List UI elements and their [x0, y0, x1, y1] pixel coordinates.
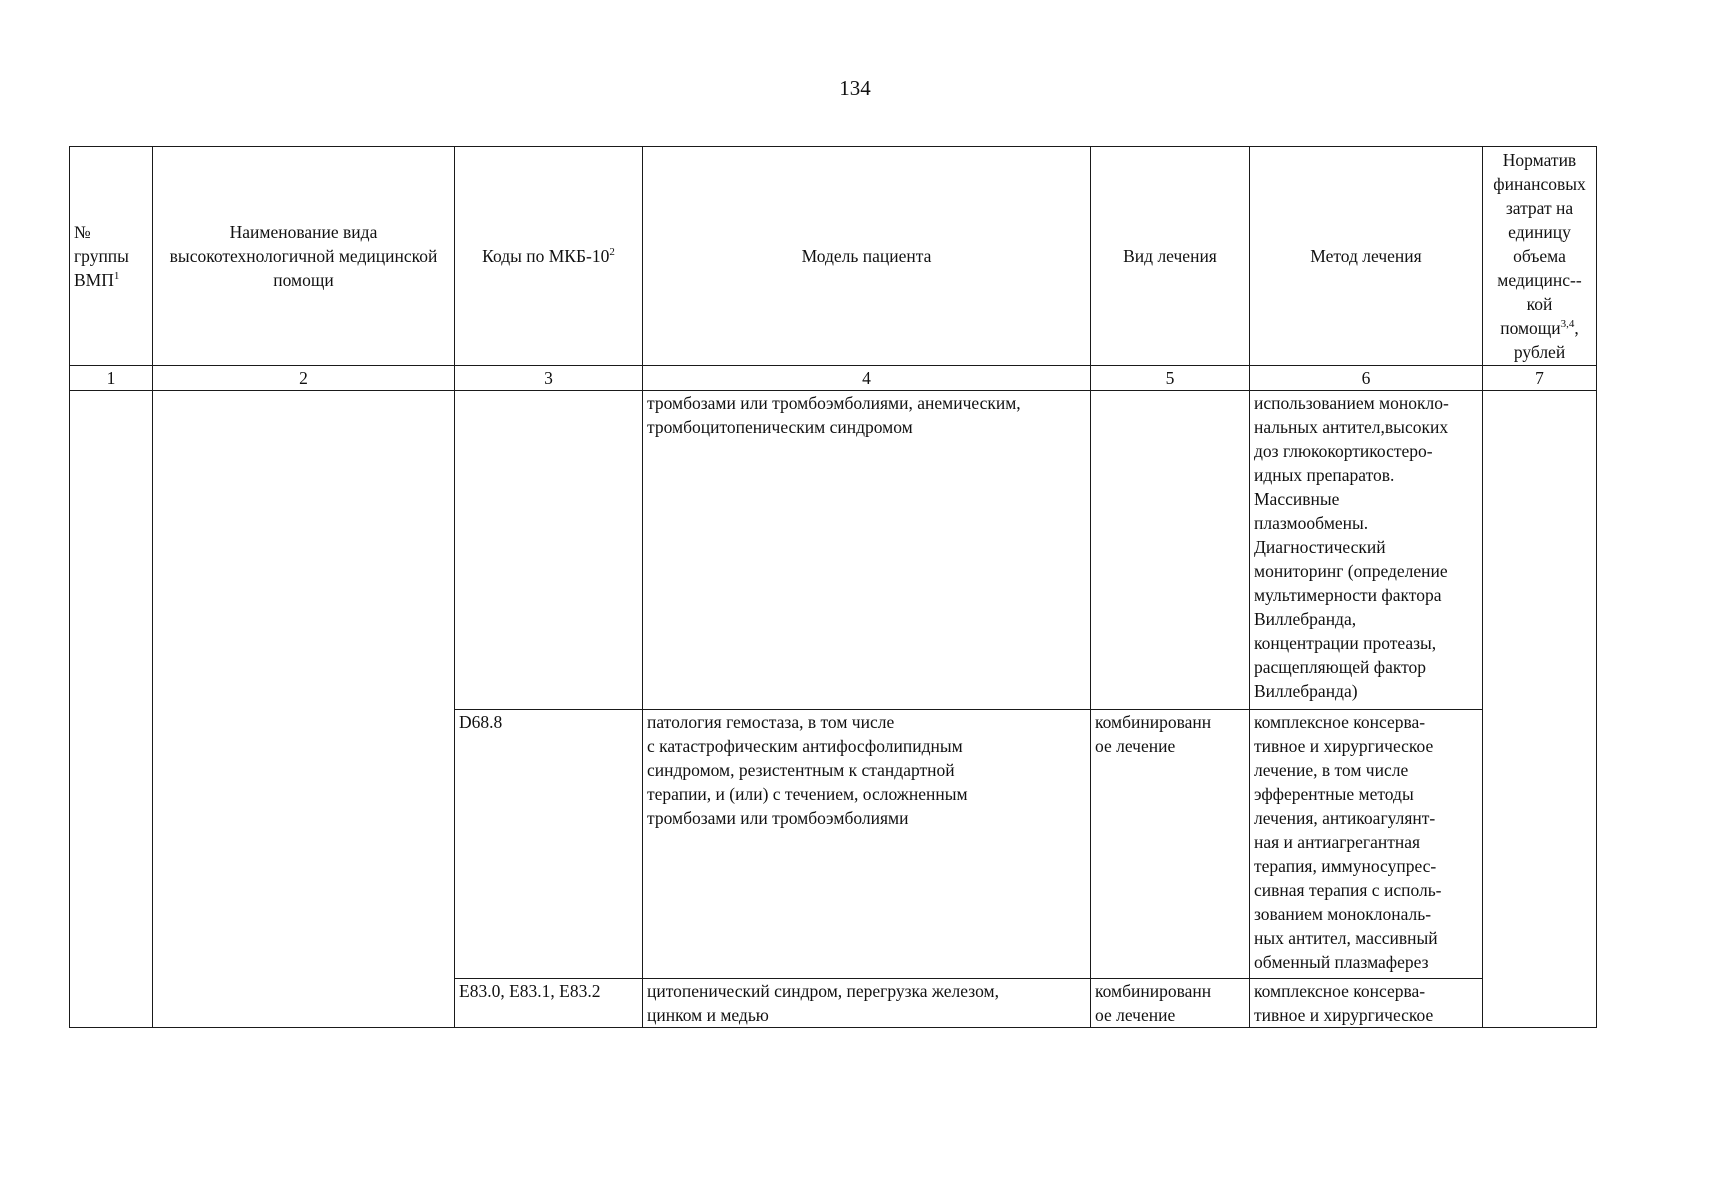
- header-care-type-name: Наименование вида высокотехнологичной медицинской помощи: [153, 147, 455, 366]
- treatment-type-cell: [1091, 391, 1250, 710]
- treatment-method-cell: использованием монокло- нальных антител,высоких доз глюкокортикостеро- идных препаратов. Массивные плазмообмены. Диагностический мониторинг (определение мультимерности фактора Виллебранда, концентрации протеазы, расщепляющей фактор Виллебранда): [1250, 391, 1483, 710]
- patient-model-cell: патология гемостаза, в том числе с катастрофическим антифосфолипидным синдромом, резистентным к стандартной терапии, и (или) с течением, осложненным тромбозами или тромбоэмболиями: [643, 710, 1091, 979]
- cost-norm-cell: [1483, 391, 1597, 1028]
- treatment-type-cell: комбинированн ое лечение: [1091, 979, 1250, 1028]
- column-number: 7: [1483, 366, 1597, 391]
- header-group-number: № группы ВМП$^1$: [70, 147, 153, 366]
- treatment-method-cell: комплексное консерва- тивное и хирургическое: [1250, 979, 1483, 1028]
- column-number: 2: [153, 366, 455, 391]
- table-row: [70, 391, 1597, 710]
- column-number: 6: [1250, 366, 1483, 391]
- header-treatment-type: Вид лечения: [1091, 147, 1250, 366]
- vmp-table: [69, 146, 1597, 1028]
- column-number: 3: [455, 366, 643, 391]
- column-number: 1: [70, 366, 153, 391]
- treatment-type-cell: комбинированн ое лечение: [1091, 710, 1250, 979]
- treatment-method-cell: комплексное консерва- тивное и хирургическое лечение, в том числе эфферентные методы лечения, антикоагулянт- ная и антиагрегантная терапия, иммуносупрес- сивная терапия с исполь- зованием моноклональ- ных антител, массивный обменный плазмаферез: [1250, 710, 1483, 979]
- header-treatment-method: Метод лечения: [1250, 147, 1483, 366]
- page-number: 134: [839, 76, 871, 100]
- patient-model-cell: тромбозами или тромбоэмболиями, анемическим, тромбоцитопеническим синдромом: [643, 391, 1091, 710]
- column-number-row: [70, 366, 1597, 391]
- icd10-codes-cell: [455, 391, 643, 710]
- header-cost-norm: Норматив финансовых затрат на единицу объема медицинс-- кой помощи$^{3,4}$, рублей: [1483, 147, 1597, 366]
- column-number: 4: [643, 366, 1091, 391]
- care-type-name-cell: [153, 391, 455, 1028]
- group-number-cell: [70, 391, 153, 1028]
- icd10-codes-cell: E83.0, E83.1, E83.2: [455, 979, 643, 1028]
- header-patient-model: Модель пациента: [643, 147, 1091, 366]
- patient-model-cell: цитопенический синдром, перегрузка железом, цинком и медью: [643, 979, 1091, 1028]
- column-number: 5: [1091, 366, 1250, 391]
- header-icd10-codes: Коды по МКБ-$10^2$: [455, 147, 643, 366]
- table-header-row: [70, 147, 1597, 366]
- icd10-codes-cell: D68.8: [455, 710, 643, 979]
